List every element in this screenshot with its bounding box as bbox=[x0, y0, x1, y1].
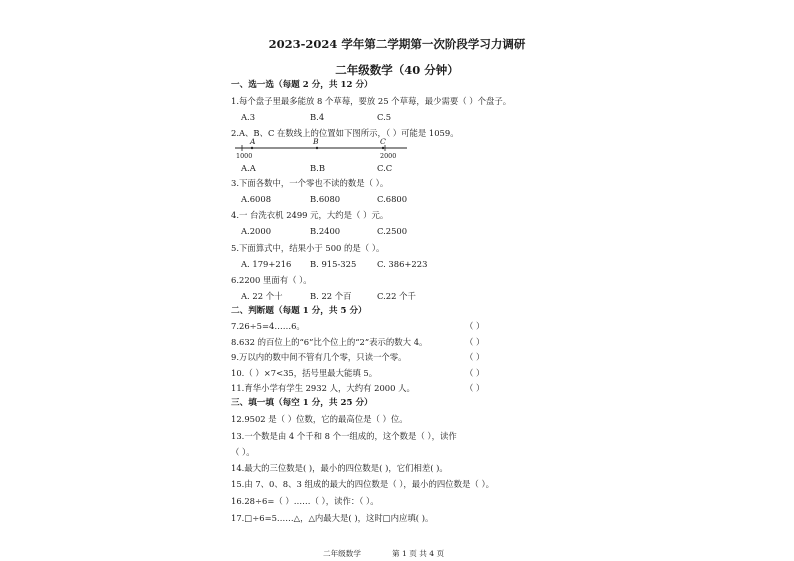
q1-option-c: C.5 bbox=[377, 112, 392, 122]
q2-tick-1000: 1000 bbox=[236, 152, 253, 160]
q8-text: 8.632 的百位上的“6”比个位上的“2”表示的数大 4。 bbox=[231, 337, 428, 347]
q6-text: 6.2200 里面有（ ）。 bbox=[231, 275, 312, 285]
q7-text: 7.26÷5=4……6。 bbox=[231, 321, 305, 331]
exam-title: 2023-2024 学年第二学期第一次阶段学习力调研 bbox=[268, 37, 526, 51]
q1-option-a: A.3 bbox=[241, 112, 256, 122]
section2-heading: 二、判断题（每题 1 分，共 5 分） bbox=[231, 306, 367, 316]
q10-answer-blank: （ ） bbox=[465, 368, 485, 378]
q11-answer-blank: （ ） bbox=[465, 383, 485, 393]
q6-option-b: B. 22 个百 bbox=[310, 291, 352, 301]
q5-option-a: A. 179+216 bbox=[241, 259, 292, 269]
q2-point-a: A bbox=[250, 137, 256, 146]
q17-text: 17.□÷6=5……△，△内最大是( )，这时□内应填( )。 bbox=[231, 513, 434, 523]
q3-option-b: B.6080 bbox=[310, 194, 341, 204]
q14-text: 14.最大的三位数是( )，最小的四位数是( )，它们相差( )。 bbox=[231, 463, 448, 473]
q2-option-a: A.A bbox=[241, 163, 256, 173]
q3-option-a: A.6008 bbox=[241, 194, 272, 204]
q4-option-c: C.2500 bbox=[377, 226, 408, 236]
q2-option-b: B.B bbox=[310, 163, 325, 173]
section1-heading: 一、选一选（每题 2 分，共 12 分） bbox=[231, 80, 373, 90]
q1-text: 1.每个盘子里最多能放 8 个草莓，要放 25 个草莓，最少需要（ ）个盘子。 bbox=[231, 96, 512, 106]
exam-subtitle: 二年级数学（40 分钟） bbox=[335, 63, 459, 77]
q2-option-c: C.C bbox=[377, 163, 393, 173]
q9-text: 9.万以内的数中间不管有几个零，只读一个零。 bbox=[231, 352, 407, 362]
q5-option-b: B. 915-325 bbox=[310, 259, 357, 269]
q8-answer-blank: （ ） bbox=[465, 337, 485, 347]
q15-text: 15.由 7、0、8、3 组成的最大的四位数是（ ），最小的四位数是（ ）。 bbox=[231, 479, 495, 489]
q2-tick-2000: 2000 bbox=[380, 152, 397, 160]
q11-text: 11.育华小学有学生 2932 人，大约有 2000 人。 bbox=[231, 383, 415, 393]
q5-option-c: C. 386+223 bbox=[377, 259, 428, 269]
q7-answer-blank: （ ） bbox=[465, 321, 485, 331]
section3-heading: 三、填一填（每空 1 分，共 25 分） bbox=[231, 398, 373, 408]
q10-text: 10.（ ）×7<35，括号里最大能填 5。 bbox=[231, 368, 378, 378]
q9-answer-blank: （ ） bbox=[465, 352, 485, 362]
footer-page-number: 第 1 页 共 4 页 bbox=[392, 549, 445, 558]
q6-option-c: C.22 个千 bbox=[377, 291, 416, 301]
q13-text: 13.一个数是由 4 个千和 8 个一组成的，这个数是（ ），读作 bbox=[231, 431, 457, 441]
q16-text: 16.28÷6=（ ）……（ ），读作：（ ）。 bbox=[231, 496, 379, 506]
q4-text: 4.一 台洗衣机 2499 元，大约是（ ）元。 bbox=[231, 210, 389, 220]
q2-text: 2.A、B、C 在数线上的位置如下图所示，（ ）可能是 1059。 bbox=[231, 128, 459, 138]
q13-text-cont: （ ）。 bbox=[231, 447, 255, 457]
q12-text: 12.9502 是（ ）位数，它的最高位是（ ）位。 bbox=[231, 414, 408, 424]
q3-option-c: C.6800 bbox=[377, 194, 408, 204]
q4-option-a: A.2000 bbox=[241, 226, 272, 236]
q3-text: 3.下面各数中，一个零也不读的数是（ ）。 bbox=[231, 178, 389, 188]
q2-point-c: C bbox=[380, 137, 386, 146]
q2-point-b: B bbox=[313, 137, 319, 146]
q6-option-a: A. 22 个十 bbox=[241, 291, 283, 301]
footer-subject: 二年级数学 bbox=[323, 549, 361, 558]
q1-option-b: B.4 bbox=[310, 112, 325, 122]
q4-option-b: B.2400 bbox=[310, 226, 341, 236]
q5-text: 5.下面算式中，结果小于 500 的是（ ）。 bbox=[231, 243, 385, 253]
